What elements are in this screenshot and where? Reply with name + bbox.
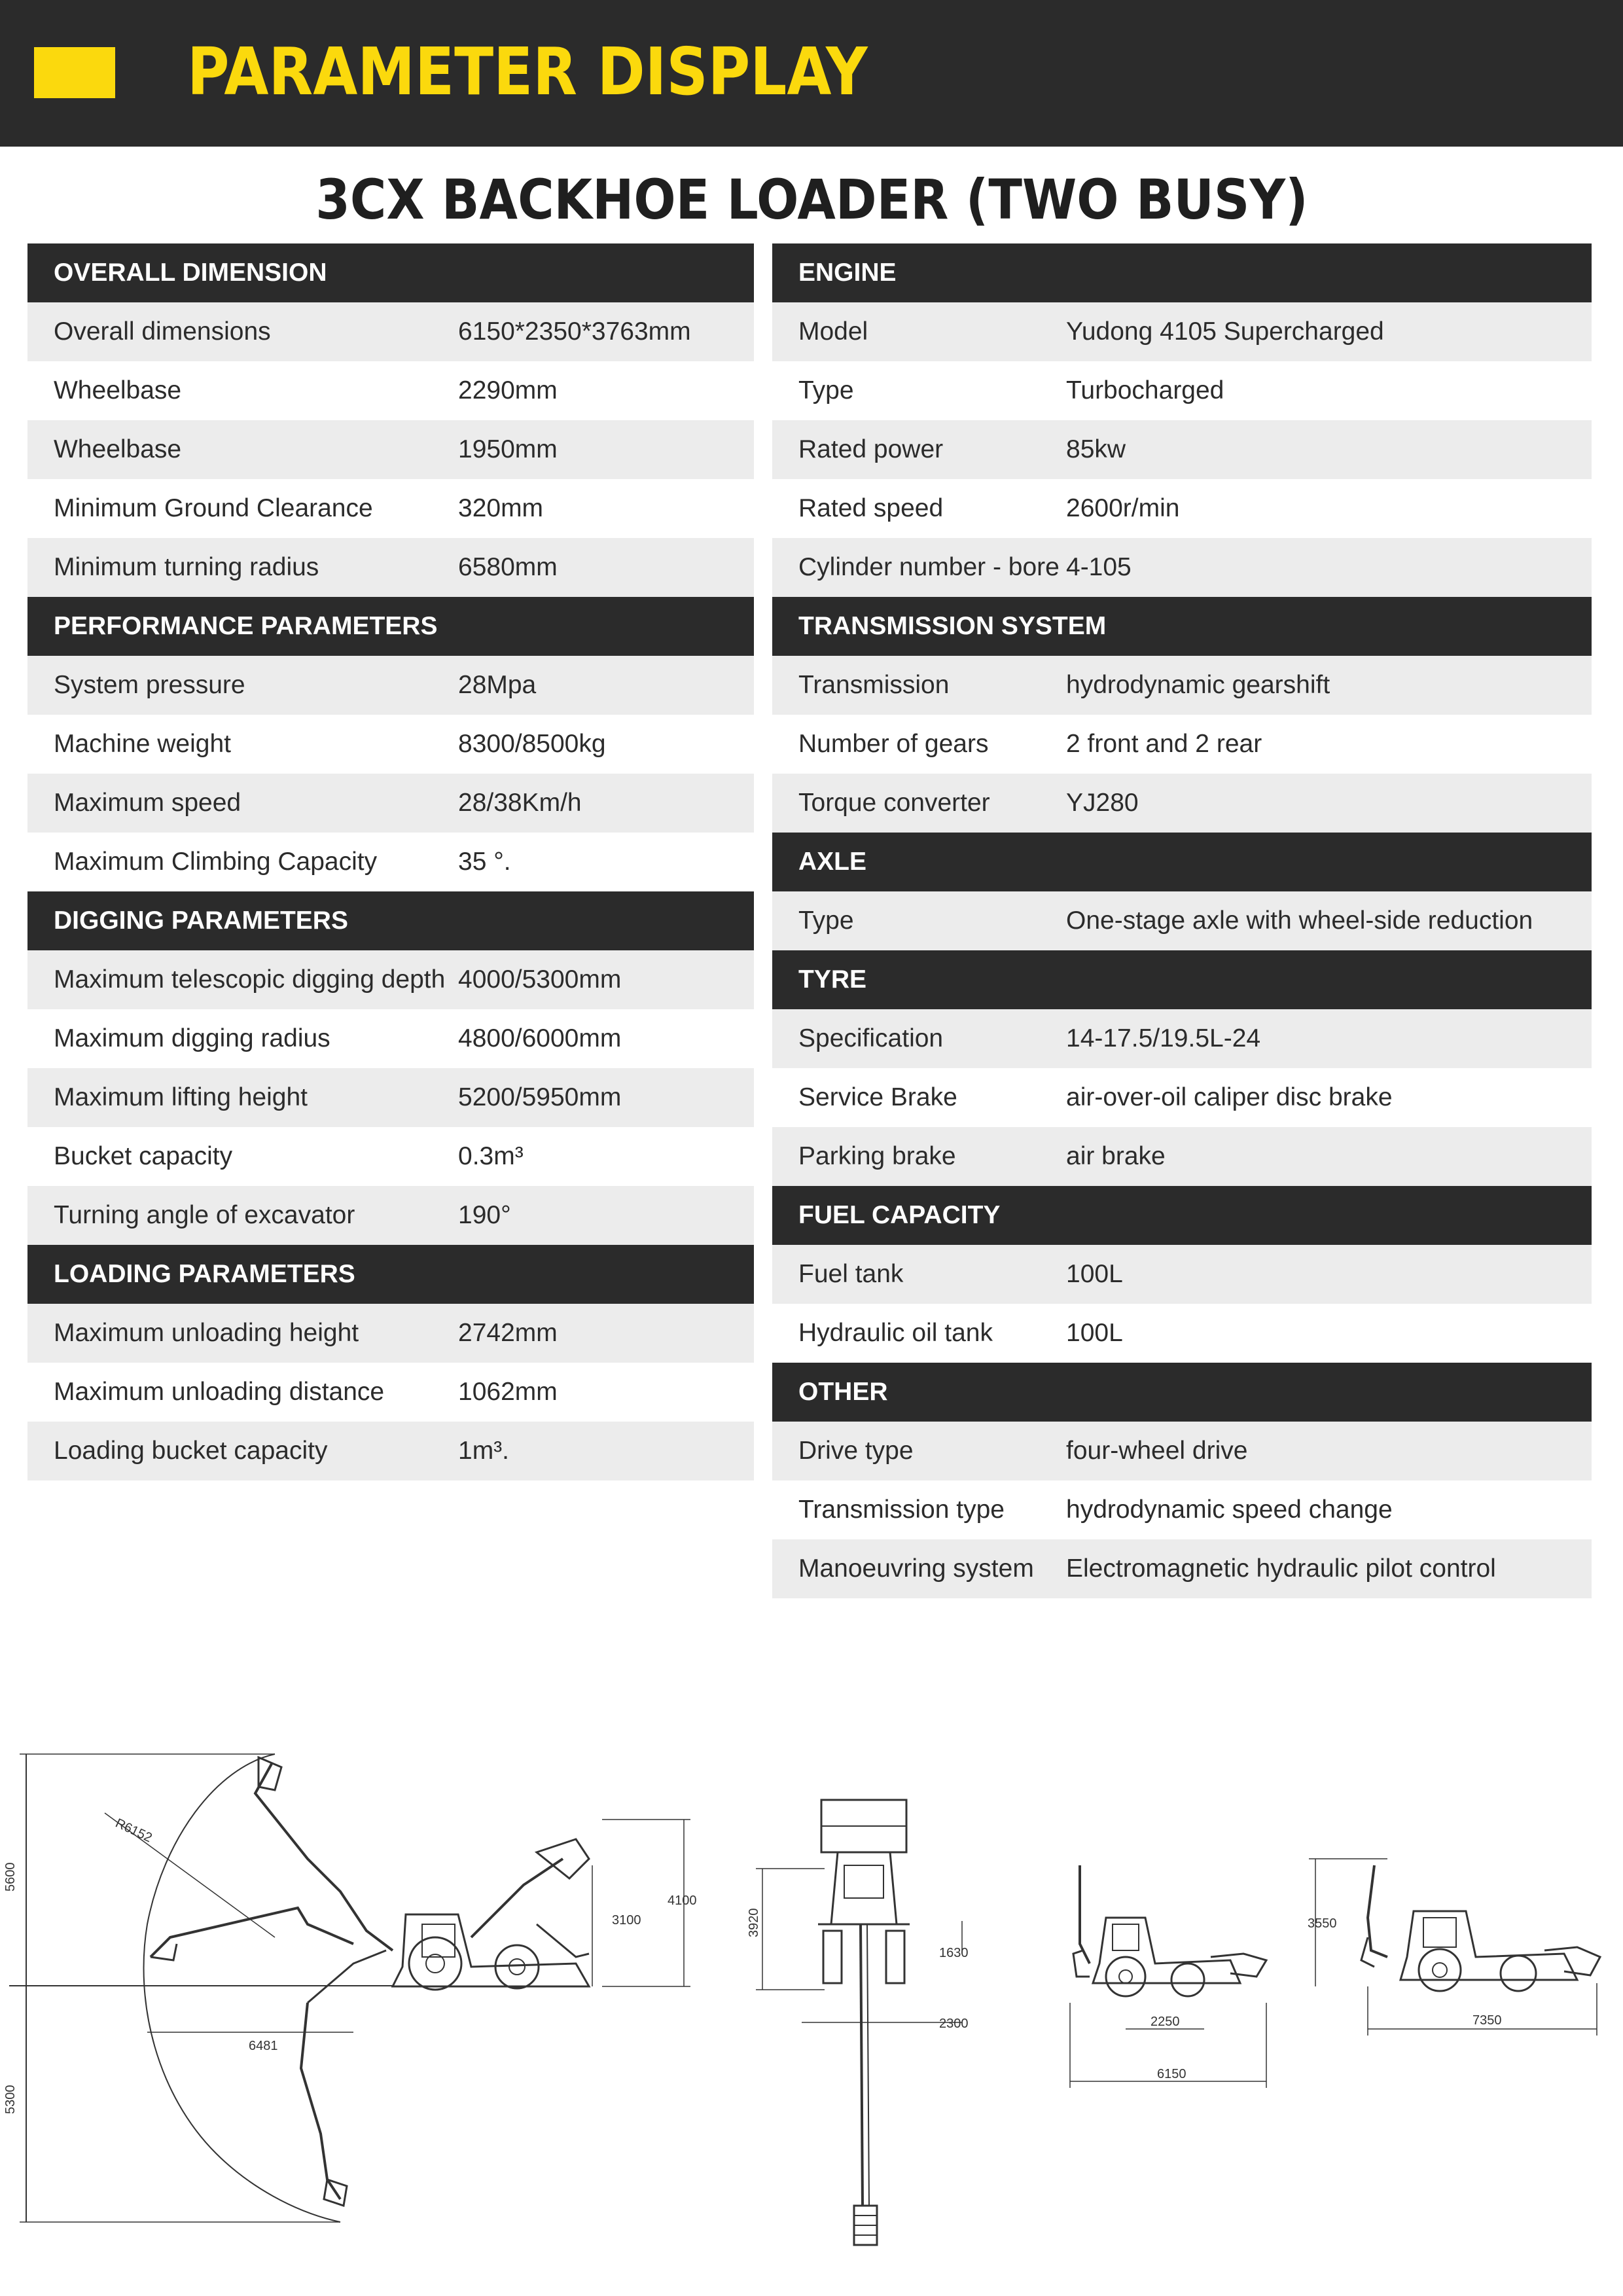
dim-3550: 3550 bbox=[1308, 1916, 1337, 1931]
spec-row bbox=[772, 538, 1592, 597]
spec-row bbox=[772, 302, 1592, 361]
side-view-raised-drawing bbox=[1308, 1859, 1600, 2036]
dim-6150: 6150 bbox=[1157, 2067, 1186, 2081]
spec-value: 8300/8500kg bbox=[458, 730, 606, 758]
spec-label: Maximum speed bbox=[54, 789, 241, 817]
front-view-drawing bbox=[747, 1800, 969, 2245]
spec-row bbox=[27, 1068, 754, 1127]
spec-value: 2290mm bbox=[458, 376, 558, 404]
spec-row bbox=[27, 1422, 754, 1480]
spec-label: Rated speed bbox=[798, 494, 944, 522]
section-header: PERFORMANCE PARAMETERS bbox=[27, 597, 754, 656]
dim-1630: 1630 bbox=[939, 1946, 969, 1960]
spec-value: 28Mpa bbox=[458, 671, 537, 699]
spec-value: 85kw bbox=[1066, 435, 1126, 463]
spec-row bbox=[27, 833, 754, 891]
spec-row bbox=[772, 1068, 1592, 1127]
spec-row bbox=[772, 1245, 1592, 1304]
spec-label: Maximum telescopic digging depth bbox=[54, 965, 446, 994]
spec-row bbox=[27, 656, 754, 715]
spec-label: Number of gears bbox=[798, 730, 989, 758]
section-header: DIGGING PARAMETERS bbox=[27, 891, 754, 950]
dim-7350: 7350 bbox=[1472, 2013, 1502, 2028]
spec-value: air brake bbox=[1066, 1142, 1166, 1170]
spec-value: One-stage axle with wheel-side reduction bbox=[1066, 906, 1533, 935]
dim-3100: 3100 bbox=[612, 1913, 641, 1928]
spec-row bbox=[772, 1127, 1592, 1186]
spec-label: Specification bbox=[798, 1024, 944, 1052]
spec-label: Hydraulic oil tank bbox=[798, 1319, 993, 1347]
spec-value: 5200/5950mm bbox=[458, 1083, 622, 1111]
spec-row bbox=[772, 1539, 1592, 1598]
spec-value: 2 front and 2 rear bbox=[1066, 730, 1262, 758]
spec-value: 2742mm bbox=[458, 1319, 558, 1347]
spec-value: 1062mm bbox=[458, 1378, 558, 1406]
spec-row bbox=[772, 479, 1592, 538]
spec-label: Manoeuvring system bbox=[798, 1554, 1034, 1583]
spec-row bbox=[772, 1304, 1592, 1363]
spec-value: four-wheel drive bbox=[1066, 1437, 1248, 1465]
spec-row bbox=[27, 1127, 754, 1186]
spec-row bbox=[27, 420, 754, 479]
spec-value: 28/38Km/h bbox=[458, 789, 582, 817]
spec-label: Maximum digging radius bbox=[54, 1024, 330, 1052]
dim-3920: 3920 bbox=[747, 1908, 761, 1937]
dim-2250: 2250 bbox=[1150, 2015, 1180, 2029]
spec-value: 190° bbox=[458, 1201, 511, 1229]
spec-label: Maximum lifting height bbox=[54, 1083, 308, 1111]
spec-value: 2600r/min bbox=[1066, 494, 1180, 522]
spec-label: Model bbox=[798, 317, 868, 346]
spec-value: Turbocharged bbox=[1066, 376, 1224, 404]
spec-label: Machine weight bbox=[54, 730, 231, 758]
spec-value: 4000/5300mm bbox=[458, 965, 622, 994]
spec-row bbox=[27, 1186, 754, 1245]
dim-5600: 5600 bbox=[3, 1862, 18, 1892]
dim-4100: 4100 bbox=[668, 1893, 697, 1908]
spec-row bbox=[772, 891, 1592, 950]
spec-label: Parking brake bbox=[798, 1142, 956, 1170]
spec-value: YJ280 bbox=[1066, 789, 1139, 817]
spec-label: Rated power bbox=[798, 435, 944, 463]
spec-value: 100L bbox=[1066, 1260, 1123, 1288]
spec-value: 6580mm bbox=[458, 553, 558, 581]
section-header: TRANSMISSION SYSTEM bbox=[772, 597, 1592, 656]
dim-r6152: R6152 bbox=[113, 1816, 154, 1846]
spec-label: Maximum unloading height bbox=[54, 1319, 359, 1347]
spec-value: 320mm bbox=[458, 494, 544, 522]
spec-value: hydrodynamic gearshift bbox=[1066, 671, 1330, 699]
spec-row bbox=[27, 950, 754, 1009]
spec-label: Fuel tank bbox=[798, 1260, 904, 1288]
accent-bar bbox=[34, 47, 115, 98]
section-header: OTHER bbox=[772, 1363, 1592, 1422]
technical-drawings bbox=[0, 1728, 1623, 2265]
section-header: AXLE bbox=[772, 833, 1592, 891]
spec-value: 14-17.5/19.5L-24 bbox=[1066, 1024, 1261, 1052]
spec-label: Torque converter bbox=[798, 789, 990, 817]
spec-row bbox=[772, 656, 1592, 715]
spec-label: Bucket capacity bbox=[54, 1142, 233, 1170]
spec-label: Maximum unloading distance bbox=[54, 1378, 385, 1406]
spec-value: 6150*2350*3763mm bbox=[458, 317, 691, 346]
spec-row bbox=[772, 361, 1592, 420]
spec-row bbox=[27, 715, 754, 774]
dim-6481: 6481 bbox=[249, 2039, 278, 2053]
product-title bbox=[0, 157, 1623, 242]
side-view-transport-drawing bbox=[1070, 1865, 1266, 2088]
spec-value: 4800/6000mm bbox=[458, 1024, 622, 1052]
side-view-digging-drawing bbox=[3, 1754, 697, 2222]
spec-row bbox=[772, 1422, 1592, 1480]
header-band bbox=[0, 0, 1623, 147]
spec-label: System pressure bbox=[54, 671, 245, 699]
section-header: FUEL CAPACITY bbox=[772, 1186, 1592, 1245]
right-spec-table bbox=[772, 243, 1592, 1598]
spec-value: air-over-oil caliper disc brake bbox=[1066, 1083, 1393, 1111]
spec-value: 100L bbox=[1066, 1319, 1123, 1347]
spec-label: Turning angle of excavator bbox=[54, 1201, 355, 1229]
spec-label: Type bbox=[798, 376, 854, 404]
spec-value: 0.3m³ bbox=[458, 1142, 524, 1170]
spec-label: Maximum Climbing Capacity bbox=[54, 848, 378, 876]
spec-label: Transmission type bbox=[798, 1496, 1005, 1524]
dim-5300: 5300 bbox=[3, 2085, 18, 2114]
spec-label: Transmission bbox=[798, 671, 950, 699]
spec-value: Electromagnetic hydraulic pilot control bbox=[1066, 1554, 1496, 1583]
section-header: ENGINE bbox=[772, 243, 1592, 302]
spec-label: Wheelbase bbox=[54, 435, 182, 463]
spec-label: Minimum Ground Clearance bbox=[54, 494, 373, 522]
spec-row bbox=[772, 1480, 1592, 1539]
product-title-text: 3CX BACKHOE LOADER (TWO BUSY) bbox=[315, 168, 1308, 232]
spec-row bbox=[27, 774, 754, 833]
spec-label: Wheelbase bbox=[54, 376, 182, 404]
left-spec-table bbox=[27, 243, 754, 1480]
spec-label: Overall dimensions bbox=[54, 317, 271, 346]
spec-value: 1m³. bbox=[458, 1437, 509, 1465]
page-title: PARAMETER DISPLAY bbox=[187, 33, 868, 110]
spec-label: Minimum turning radius bbox=[54, 553, 319, 581]
spec-row bbox=[27, 1304, 754, 1363]
spec-value: 35 °. bbox=[458, 848, 511, 876]
section-header: TYRE bbox=[772, 950, 1592, 1009]
spec-row bbox=[772, 1009, 1592, 1068]
spec-value: 1950mm bbox=[458, 435, 558, 463]
dim-2300: 2300 bbox=[939, 2017, 969, 2031]
section-header: LOADING PARAMETERS bbox=[27, 1245, 754, 1304]
section-header: OVERALL DIMENSION bbox=[27, 243, 754, 302]
spec-label: Type bbox=[798, 906, 854, 935]
spec-label: Cylinder number - bore bbox=[798, 553, 1060, 581]
spec-value: Yudong 4105 Supercharged bbox=[1066, 317, 1384, 346]
spec-label: Service Brake bbox=[798, 1083, 957, 1111]
spec-label: Drive type bbox=[798, 1437, 914, 1465]
spec-row bbox=[27, 361, 754, 420]
spec-row bbox=[27, 538, 754, 597]
spec-row bbox=[772, 715, 1592, 774]
spec-row bbox=[772, 420, 1592, 479]
spec-row bbox=[27, 302, 754, 361]
spec-label: Loading bucket capacity bbox=[54, 1437, 328, 1465]
spec-value: hydrodynamic speed change bbox=[1066, 1496, 1393, 1524]
spec-row bbox=[27, 1009, 754, 1068]
spec-value: 4-105 bbox=[1066, 553, 1132, 581]
spec-row bbox=[772, 774, 1592, 833]
spec-row bbox=[27, 1363, 754, 1422]
spec-row bbox=[27, 479, 754, 538]
